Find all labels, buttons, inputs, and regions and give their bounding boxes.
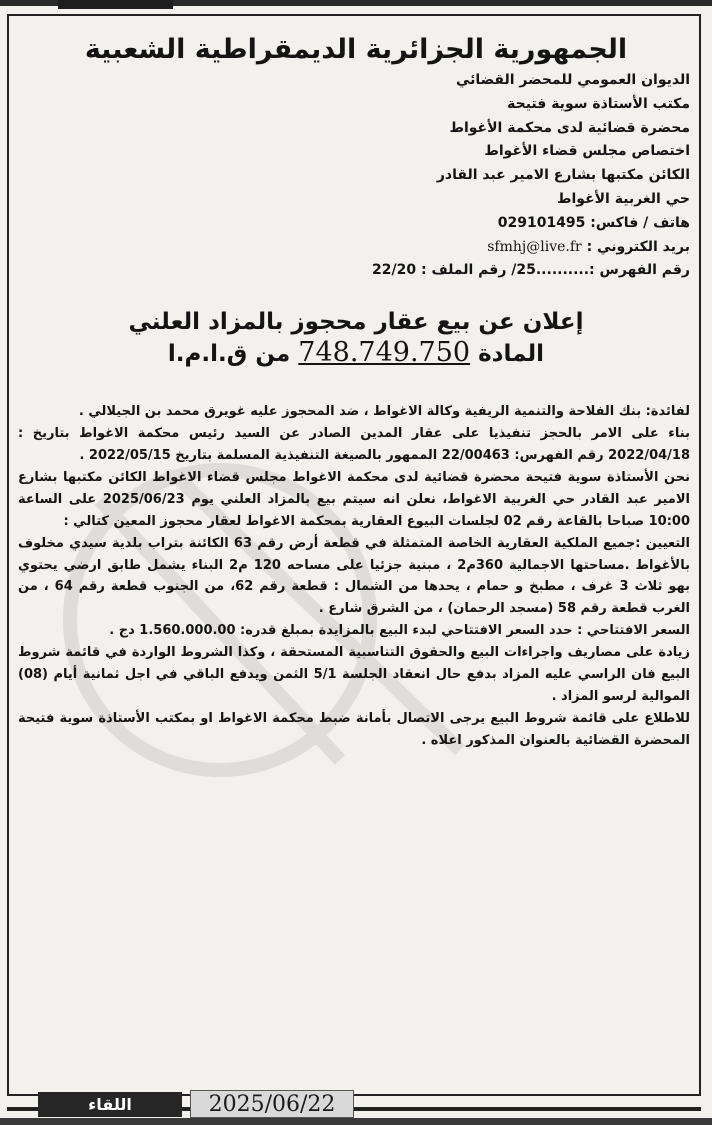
creditor-paragraph: لفائدة: بنك الفلاحة والتنمية الريفية وكالة الاغواط ، ضد المحجوز عليه غويرق محمد بن الجيلالي . xyxy=(78,404,690,420)
office-header xyxy=(16,69,690,283)
contact-paragraph: للاطلاع على قائمة شروط البيع يرجى الاتصال بأمانة ضبط محكمة الاغواط او بمكتب الأستاذة سوية فتيحة المحضرة القضائية بالعنوان المذكور اعلاه . xyxy=(18,710,690,748)
office-line: الكائن مكتبها بشارع الامير عبد القادر xyxy=(436,167,690,184)
email-line xyxy=(16,236,690,260)
announcement-title: إعلان عن بيع عقار محجوز بالمزاد العلني xyxy=(128,309,584,336)
top-border-tab xyxy=(58,0,173,9)
seizure-order-paragraph: بناء على الامر بالحجز تنفيذيا على عقار المدين الصادر عن السيد رئيس محكمة الاغواط بتاريخ : 2022/04/18 رقم الفهرس: 22/00463 الممهور بالصيغة التنفيذية المسلمة بتاريخ 2022/05/15 . xyxy=(18,426,690,463)
office-line: اختصاص مجلس قضاء الأغواط xyxy=(484,143,690,160)
fees-conditions-paragraph: زيادة على مصاريف واجراءات البيع والحقوق التناسبية المستحقة ، وكذا الشروط الواردة في قائمة شروط البيع فان الراسي عليه المزاد بدفع حال انعقاد الجلسة 5/1 الثمن ويدفع الباقي في اجل ثمانية أيام (08) الموالية لرسو المزاد . xyxy=(18,645,690,704)
office-line: الديوان العمومي للمحضر القضائي xyxy=(455,72,690,88)
property-description-paragraph: التعيين :جميع الملكية العقارية الخاصة المتمثلة في قطعة أرض رقم 63 الكائنة بتراب بلدية سيدي مخلوف بالأغواط .مساحتها الاجمالية 360م2 ، مبنية جزئيا على مساحه 120 م2 البناء يشمل طابق ارضي يحتوي بهو ثلاث 3 غرف ، مطبخ و حمام ، يحدها من الشمال : قطعة رقم 62، من الجنوب قطعة رقم 64 ، من الغرب قطعة رقم 58 (مسجد الرحمان) ، من الشرق شارع . xyxy=(18,535,690,617)
opening-price-paragraph: السعر الافتتاحي : حدد السعر الافتتاحي لبدء البيع بالمزايدة بمبلغ قدره: 1.560.000.00 دج . xyxy=(109,623,690,639)
phone-fax-line: هاتف / فاكس: 029101495 xyxy=(497,214,690,231)
article-label: المادة xyxy=(478,341,545,368)
office-line: مكتب الأستاذة سوية فتيحة xyxy=(507,95,690,112)
article-suffix: من ق.ا.م.ا xyxy=(167,341,291,368)
notice-content xyxy=(16,16,696,752)
office-line: حي الغربية الأغواط xyxy=(556,190,690,207)
file-number-line: رقم الفهرس :..........25/ رقم الملف : 22/20 xyxy=(372,262,690,279)
article-reference xyxy=(16,337,696,368)
announcement-body xyxy=(18,401,690,752)
republic-title: الجمهورية الجزائرية الديمقراطية الشعبية xyxy=(84,34,628,65)
office-line: محضرة قضائية لدى محكمة الأغواط xyxy=(449,119,690,136)
publication-date: 2025/06/22 xyxy=(190,1090,354,1118)
footer-bottom-bar xyxy=(0,1118,712,1125)
email-label: بريد الكتروني : xyxy=(586,238,690,255)
section-label: اللقاء xyxy=(38,1092,182,1117)
sale-date-paragraph: نحن الأستاذة سوية فتيحة محضرة قضائية لدى محكمة الاغواط مجلس قضاء الاغواط الكائن مكتبها بشارع الامير عبد القادر حي الغربية الاغواط، نعلن انه سيتم بيع بالمزاد العلني يوم 2025/06/23 على الساعة 10:00 صباحا بالقاعة رقم 02 لجلسات البيوع العقارية بمحكمة الاغواط لعقار محجوز المعين كتالي : xyxy=(18,469,690,529)
notice-footer xyxy=(0,1092,712,1125)
article-number: 748.749.750 xyxy=(298,337,471,369)
email-value: sfmhj@live.fr xyxy=(487,238,582,255)
